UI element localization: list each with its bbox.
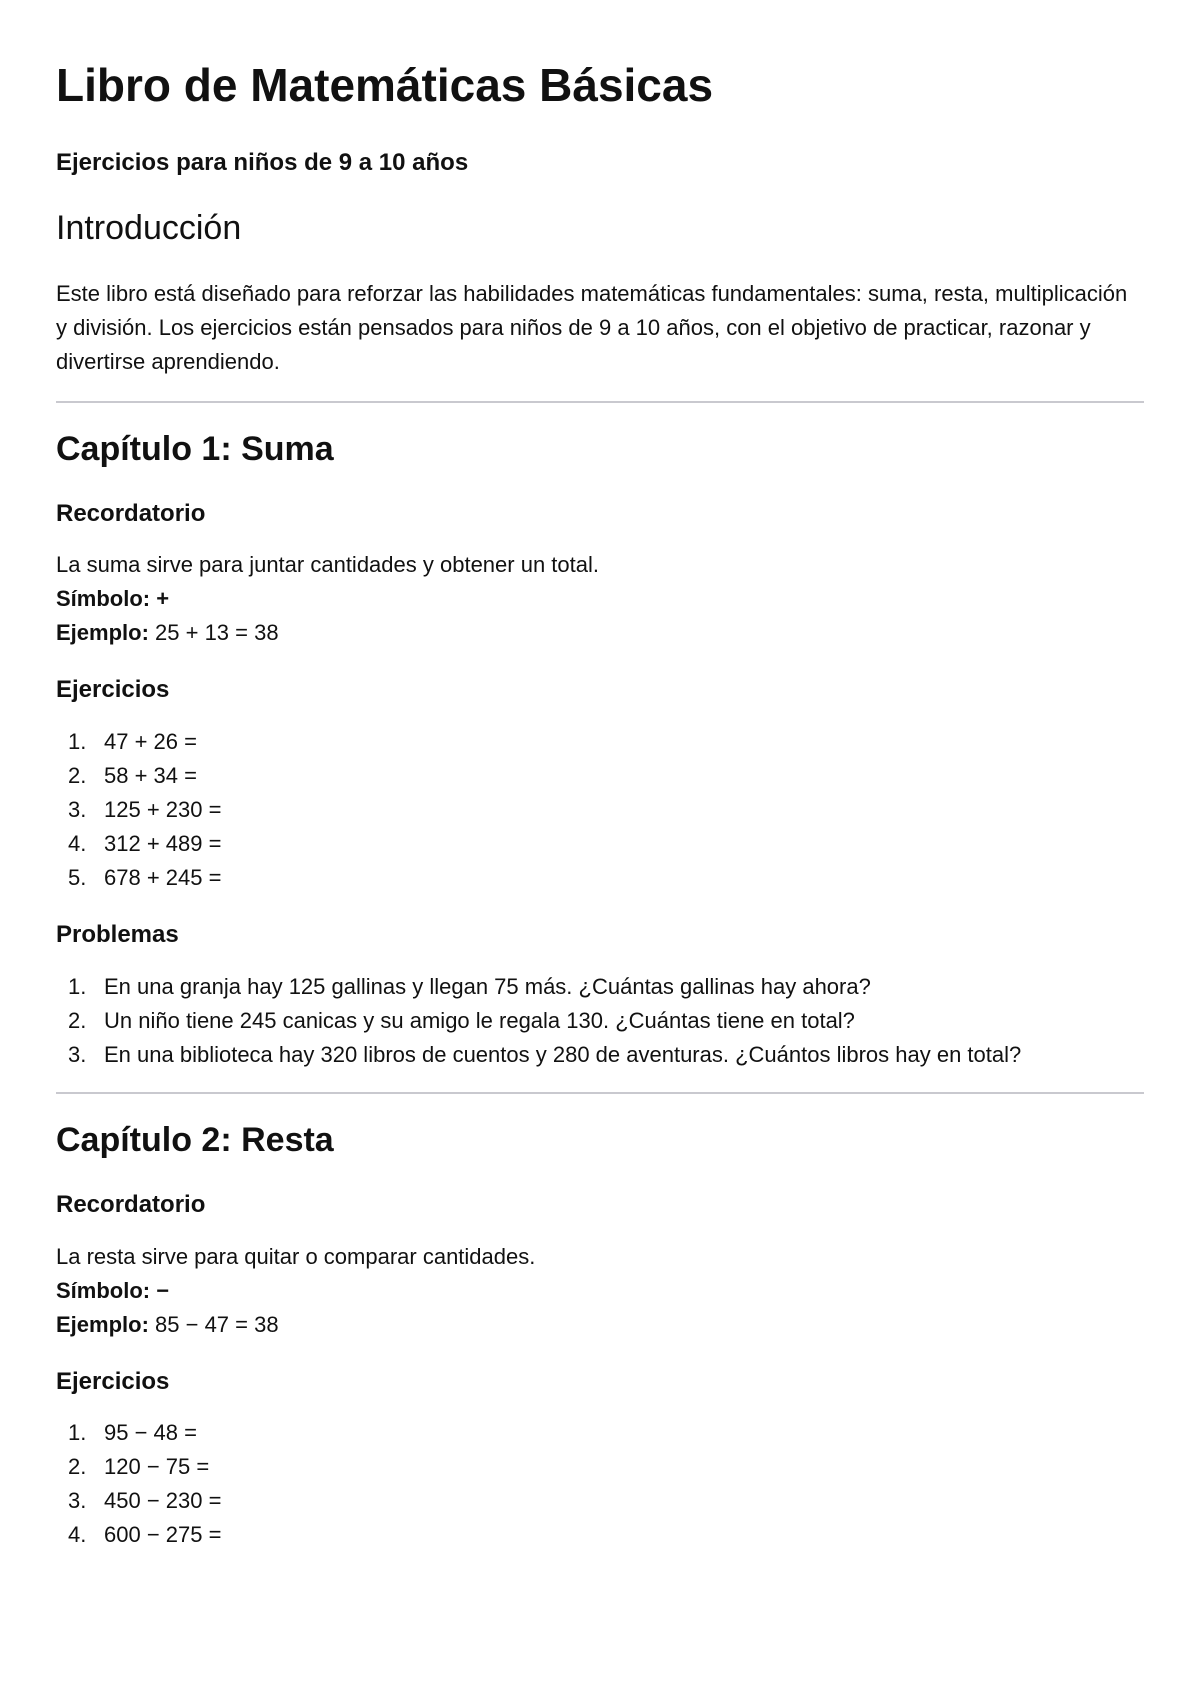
list-number: 1. xyxy=(68,973,87,999)
list-number: 2. xyxy=(68,763,87,789)
exercise-text: 678 + 245 = xyxy=(104,865,222,891)
chapter1-reminder xyxy=(56,548,1144,650)
exercise-text: 47 + 26 = xyxy=(104,729,197,755)
chapter2-reminder xyxy=(56,1240,1144,1342)
problem-text: En una granja hay 125 gallinas y llegan 75 más. ¿Cuántas gallinas hay ahora? xyxy=(104,973,871,999)
list-item xyxy=(56,1484,1144,1518)
chapter1-exercises-list xyxy=(56,725,1144,895)
list-number: 4. xyxy=(68,1522,87,1548)
example-value: 85 − 47 = 38 xyxy=(155,1311,279,1337)
list-item xyxy=(56,970,1144,1004)
list-item xyxy=(56,861,1144,895)
list-item xyxy=(56,1416,1144,1450)
chapter2-reminder-text: La resta sirve para quitar o comparar cantidades. xyxy=(56,1243,536,1269)
document-subtitle: Ejercicios para niños de 9 a 10 años xyxy=(56,149,469,177)
chapter2-reminder-heading: Recordatorio xyxy=(56,1190,206,1218)
chapter2-exercises-list xyxy=(56,1416,1144,1552)
symbol-value: − xyxy=(156,1277,170,1303)
chapter1-example xyxy=(56,616,1144,650)
list-item xyxy=(56,759,1144,793)
chapter2-example xyxy=(56,1308,1144,1342)
list-number: 1. xyxy=(68,729,87,755)
section-divider xyxy=(56,401,1144,403)
example-label: Ejemplo: xyxy=(56,1311,149,1337)
document-title: Libro de Matemáticas Básicas xyxy=(56,59,714,111)
exercise-text: 95 − 48 = xyxy=(104,1420,197,1446)
list-item xyxy=(56,1038,1144,1072)
list-number: 4. xyxy=(68,831,87,857)
example-label: Ejemplo: xyxy=(56,620,149,646)
list-number: 3. xyxy=(68,797,87,823)
list-number: 5. xyxy=(68,865,87,891)
exercise-text: 312 + 489 = xyxy=(104,831,222,857)
intro-paragraph: Este libro está diseñado para reforzar las habilidades matemáticas fundamentales: suma, resta, multiplicación y división. Los ejercicios están pensados para niños de 9 a 10 años, con el objetivo de practicar, razonar y divertirse aprendiendo. xyxy=(56,280,1128,374)
list-item xyxy=(56,827,1144,861)
exercise-text: 125 + 230 = xyxy=(104,797,222,823)
symbol-value: + xyxy=(156,586,170,612)
chapter1-problems-heading: Problemas xyxy=(56,921,179,949)
chapter2-symbol xyxy=(56,1274,1144,1308)
intro-heading: Introducción xyxy=(56,208,242,247)
symbol-label: Símbolo: xyxy=(56,1277,151,1303)
list-item xyxy=(56,793,1144,827)
list-number: 1. xyxy=(68,1420,87,1446)
chapter1-reminder-heading: Recordatorio xyxy=(56,499,206,527)
chapter1-problems-list xyxy=(56,970,1144,1072)
example-value: 25 + 13 = 38 xyxy=(155,620,279,646)
chapter1-reminder-text: La suma sirve para juntar cantidades y obtener un total. xyxy=(56,552,599,578)
exercise-text: 120 − 75 = xyxy=(104,1454,210,1480)
chapter1-heading: Capítulo 1: Suma xyxy=(56,429,334,468)
exercise-text: 58 + 34 = xyxy=(104,763,197,789)
list-number: 2. xyxy=(68,1007,87,1033)
list-item xyxy=(56,1450,1144,1484)
chapter2-exercises-heading: Ejercicios xyxy=(56,1367,170,1395)
exercise-text: 600 − 275 = xyxy=(104,1522,222,1548)
chapter1-exercises-heading: Ejercicios xyxy=(56,676,170,704)
symbol-label: Símbolo: xyxy=(56,586,151,612)
chapter2-heading: Capítulo 2: Resta xyxy=(56,1120,334,1159)
problem-text: Un niño tiene 245 canicas y su amigo le regala 130. ¿Cuántas tiene en total? xyxy=(104,1007,855,1033)
chapter1-symbol xyxy=(56,582,1144,616)
exercise-text: 450 − 230 = xyxy=(104,1488,222,1514)
list-number: 3. xyxy=(68,1488,87,1514)
problem-text: En una biblioteca hay 320 libros de cuentos y 280 de aventuras. ¿Cuántos libros hay en total? xyxy=(104,1041,1022,1067)
list-number: 3. xyxy=(68,1041,87,1067)
list-item xyxy=(56,725,1144,759)
section-divider xyxy=(56,1092,1144,1094)
list-item xyxy=(56,1004,1144,1038)
list-number: 2. xyxy=(68,1454,87,1480)
list-item xyxy=(56,1518,1144,1552)
